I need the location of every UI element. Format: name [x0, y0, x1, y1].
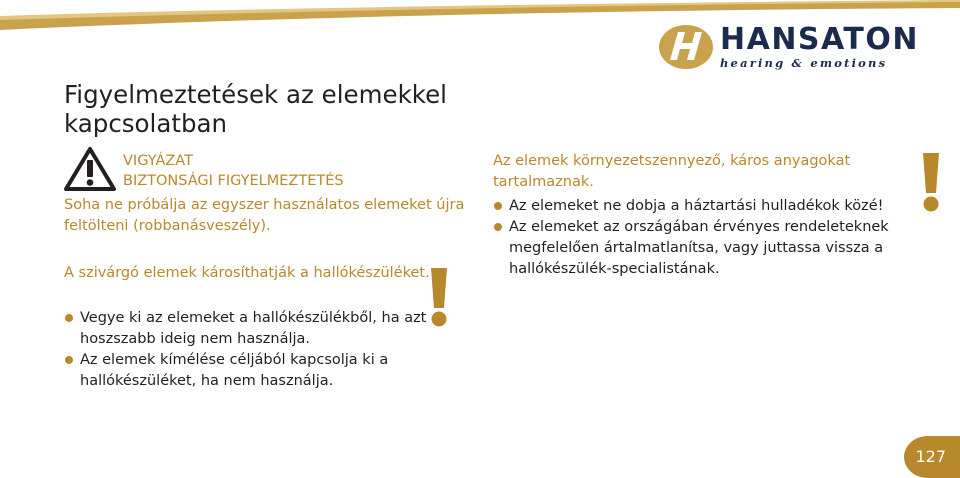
- list-item: Vegye ki az elemeket a hallókészülékből, ha azt hoszszabb ideig nem használja.: [64, 308, 469, 350]
- brand-logo: [658, 22, 920, 72]
- warning-caution: VIGYÁZAT: [123, 153, 193, 169]
- list-item: Az elemek kímélése céljából kapcsolja ki a hallókészüléket, ha nem használja.: [64, 350, 469, 392]
- warning-safety: BIZTONSÁGI FIGYELMEZTETÉS: [123, 173, 344, 189]
- logo-emblem: [658, 22, 720, 72]
- warning-text: Soha ne próbálja az egyszer használatos elemeket újra feltölteni (robbanásveszély).: [64, 197, 465, 234]
- list-item: Az elemeket ne dobja a háztartási hulladékok közé!: [493, 196, 903, 217]
- warning-heading: [123, 151, 344, 191]
- leak-heading: A szivárgó elemek károsíthatják a hallókészüléket.: [64, 265, 430, 281]
- page-title: Figyelmeztetések az elemekkel kapcsolatban: [64, 80, 447, 138]
- exclamation-icon: [918, 151, 944, 213]
- warning-triangle-icon: [64, 146, 116, 192]
- brand-tagline: hearing & emotions: [720, 56, 888, 70]
- environment-list: [493, 196, 903, 280]
- list-item: Az elemeket az országában érvényes rendeleteknek megfelelően ártalmatlanítsa, vagy juttassa vissza a hallókészülék-specialistának.: [493, 217, 903, 280]
- page-number: 127: [915, 447, 946, 466]
- brand-name: HANSATON: [720, 22, 920, 57]
- environment-heading: Az elemek környezetszennyező, káros anyagokat tartalmaznak.: [493, 153, 851, 190]
- exclamation-icon: [426, 266, 452, 328]
- leak-list: [64, 308, 469, 392]
